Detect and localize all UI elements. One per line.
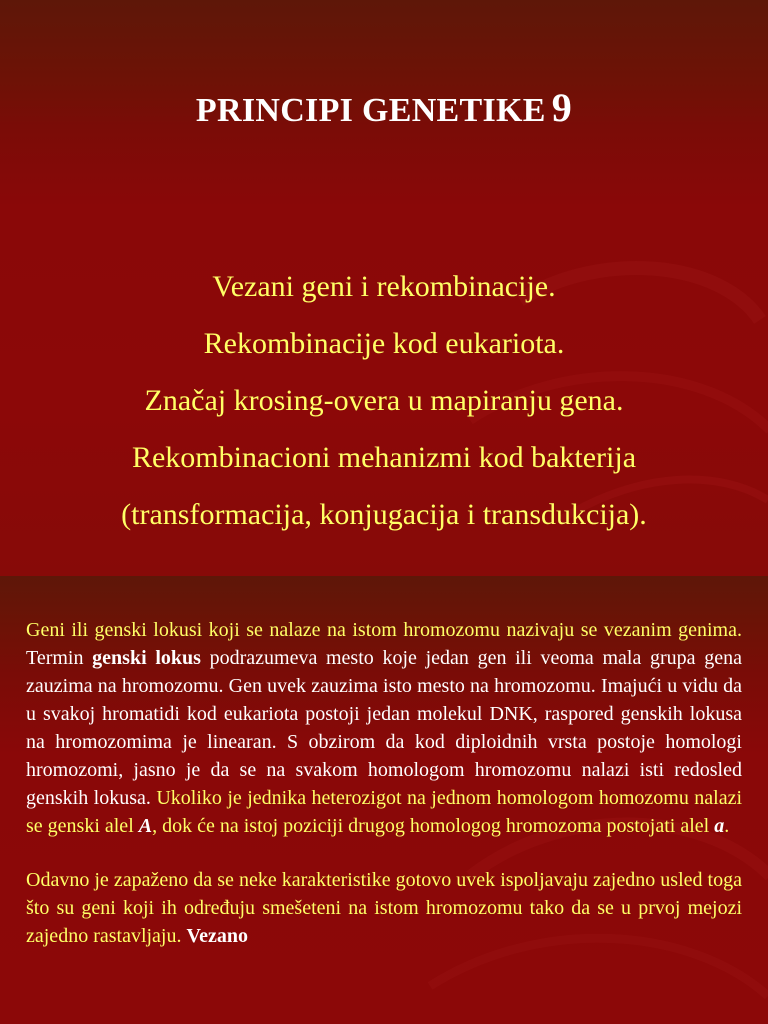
term-vezano: Vezano: [186, 925, 248, 947]
paragraph-odavno: [26, 866, 742, 950]
text-run: Odavno je zapaženo da se neke karakteristike gotovo uvek ispoljavaju zajedno usled toga što su geni koji ih određuju smešeteni na istom hromozomu tako da se u prvoj mejozi zajedno rastavljaju.: [26, 869, 742, 947]
slide-title: [0, 84, 768, 131]
text-run: .: [724, 815, 730, 837]
term-genski-lokus: genski lokus: [92, 647, 201, 669]
body-text: [26, 616, 742, 950]
text-run: dok će na istoj poziciji drugog homologog hromozoma postojati alel: [162, 815, 710, 837]
title-number: 9: [551, 85, 573, 130]
topic-item: (transformacija, konjugacija i transdukcija).: [121, 498, 647, 531]
content-slide: [0, 576, 768, 1024]
text-run: Termin: [26, 647, 84, 669]
title-text: PRINCIPI GENETIKE: [195, 92, 546, 129]
text-run: podrazumeva mesto koje jedan gen ili veoma mala grupa gena zauzima na hromozomu. Gen uvek zauzima isto mesto na hromozomu. Imajući u vidu da u svakoj hromatidi kod eukariota postoji jedan molekul DNK, raspored genskih lokusa na hromozomima je linearan. S obzirom da kod diploidnih vrsta postoje homologi hromozomi, jasno je da se: [26, 647, 742, 781]
topic-list: [0, 258, 768, 543]
text-run: na svakom homologom hromozomu nalazi isti redosled genskih lokusa.: [26, 759, 742, 809]
topic-item: Rekombinacije kod eukariota.: [203, 327, 565, 360]
topic-item: Rekombinacioni mehanizmi kod bakterija: [131, 441, 637, 474]
text-run: Ukoliko je jednika heterozigot na jednom homologom homozomu nalazi se genski alel: [26, 787, 743, 837]
paragraph-vezani-geni: [26, 616, 742, 840]
text-run: Geni ili genski lokusi koji se nalaze na istom hromozomu nazivaju se vezanim genima.: [26, 619, 742, 641]
topic-item: Vezani geni i rekombinacije.: [212, 270, 556, 303]
topic-item: Značaj krosing-overa u mapiranju gena.: [144, 384, 624, 417]
allele-recessive: a: [714, 815, 725, 837]
allele-dominant: A: [138, 815, 153, 837]
text-run: ,: [152, 815, 158, 837]
